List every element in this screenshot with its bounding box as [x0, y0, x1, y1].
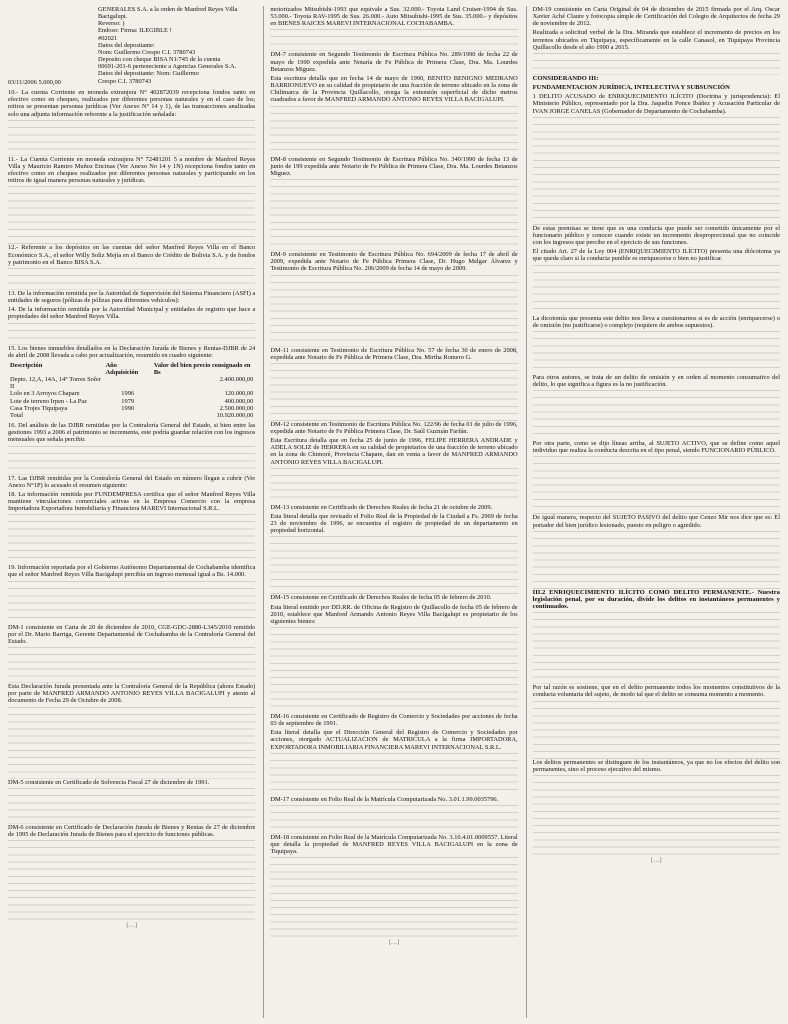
paragraph: Esta escritura detalla que en fecha 14 de mayo de 1990, BENITO BENIGNO MEDRANO BARRIONUEVO en su calidad de propietario de una fracción de terreno ubicado en la zona de Chilimarca de la Provincia Quillacollo, otorga la extensión superficial de dicho metros cuadrados a favor de MANFRED ARMANDO ANTONIO REYES VILLA BACIGALUPI. — [270, 74, 518, 104]
paragraph: De igual manera, respecto del SUJETO PASIVO del delito que Cenzo Mir nos dice que es: El portador del bien jurídico lesionado, puesto en peligro o agredido. — [532, 514, 780, 529]
asset-value: 10.920.000,00 — [216, 411, 254, 419]
text-lines — [533, 390, 780, 440]
text-lines — [533, 265, 780, 315]
paragraph: DM-7 consistente en Segundo Testimonio de Escritura Pública No. 289/1990 de fecha 22 de mayo de 1990 expedida ante Notaría de Fe Pública de Primera Clase, Dra. Ma. Lourdes Betanzos Miguez. — [270, 51, 518, 73]
asset-desc: Lote de terreno Irpen - La Paz — [10, 397, 88, 405]
text-lines — [270, 805, 517, 834]
asset-year — [104, 376, 152, 390]
paragraph: DM-17 consistente en Folio Real de la Matrícula Computarizada No. 3.01.1.99.0035796. — [270, 795, 499, 803]
text-lines — [270, 857, 517, 937]
deposit-line: Crespo C.I. 3780743 — [98, 77, 152, 85]
deposit-line: Datos del depositante: — [98, 41, 155, 49]
asset-value: 400.000,00 — [224, 397, 254, 405]
paragraph: DM-18 consistente en Folio Real de la Matrícula Computarizada No. 3.10.4.01.0009557. Literal que detalla la propiedad de MANFRED REYES VILLA BACIGALUPI en la zona de Tiquipaya. — [270, 833, 518, 856]
paragraph: De estas premisas se tiene que es una conducta que puede ser cometido únicamente por el funcionario público y conocer cuando existe un incremento desproporcional que no coincide con los ingresos que percibe en el ejercicio de sus funciones. — [532, 224, 780, 247]
paragraph: DM-15 consistente en Certificado de Derechos Reales de fecha 05 de febrero de 2010. — [270, 594, 492, 602]
table-header-row — [8, 362, 255, 376]
text-lines — [270, 275, 517, 347]
table-row — [8, 398, 255, 405]
text-lines — [533, 456, 780, 514]
paragraph: 19. Información reportada por el Gobierno Autónomo Departamental de Cochabamba identifica que el señor Manfred Reyes Villa Bacigalupi percibía un ingreso mensual igual a Bs. 14.000. — [8, 564, 256, 579]
text-lines — [533, 775, 780, 855]
column-header: Valor del bien precio consignado en Bs — [153, 361, 251, 376]
paragraph: El citado Art. 27 de la Ley 004 (ENRIQUECIMIENTO ILÍCITO) presenta una diócotoma ya que queda claro si la conducta punible es enriquecerse o bien no justificar. — [532, 248, 780, 263]
paragraph: Esta Declaración Jurada presentada ante la Contraloría General de la República (ahora Estado) por parte de MANFRED ARMANDO ANTONIO REYES VILLA BACIGALUPI y atento al documento de Fecha 29 de Octubre de 2008. — [8, 683, 256, 705]
paragraph: DM-1 consistente en Carta de 20 de diciembre de 2010, CGE-GDC-2880-L345/2010 remitido por el Dr. Mario Barriga, Gerente Departamental de Cochabamba de la Contraloría General del Estado. — [8, 623, 256, 645]
paragraph: 18. La información remitida por FUNDEMPRESA certifica que el señor Manfred Reyes Villa mantiene vinculaciones comerciales activas en la Empresa Comercio con la empresa Importadora Exportadora Inmobiliaria y Financiera MAREVI Internacional S.R.L. — [8, 490, 256, 513]
asset-desc: Casa Trojes Tiquipaya — [10, 404, 68, 412]
section-heading: CONSIDERANDO III: — [532, 74, 599, 82]
asset-desc: Depto. 12,A, 14A, 14° Torres Sofer II — [10, 376, 101, 391]
text-lines — [8, 840, 255, 920]
text-lines — [270, 468, 517, 504]
paragraph: DM-8 consistente en Segundo Testimonio de Escritura Pública No. 340/1990 de fecha 13 de junio de 199 expedida ante Notario de Fe Pública de Primera Clase, Dra. Ma. Lourdes Betanzos Miguez. — [270, 155, 518, 177]
paragraph: 1 DELITO ACUSADO de ENRIQUECIMIENTO ILÍCITO (Doctrina y jurisprudencia): El Ministerio Público, representado por la Dra. Jaquelin Ponce Ibáñez y Acusación Particular de IVAN JORGE CANELAS (Gobernador de Departamento de Cochabamba). — [532, 93, 780, 115]
paragraph: DM-5 consistente en Certificado de Solvencia Fiscal 27 de diciembre de 1991. — [8, 778, 210, 786]
paragraph: DM-13 consistente en Certificado de Derechos Reales de fecha 21 de octubre de 2009. — [270, 503, 493, 511]
text-lines — [533, 117, 780, 225]
text-lines — [533, 531, 780, 589]
deposit-line: Reverso: ) — [98, 20, 125, 28]
table-row — [8, 390, 255, 397]
text-lines — [533, 53, 780, 75]
text-lines — [8, 268, 255, 290]
text-lines — [8, 120, 255, 156]
paragraph: Realizada a solicitud verbal de la Dra. Miranda que establece el incremento de precios en los terrenos ubicados en Tiquipaya, específicamente en la calle Canasol, en Tiquipaya Provincia Quillacollo desde el año 1990 a 2015. — [532, 29, 780, 51]
text-lines — [533, 612, 780, 684]
deposit-line: Datos del depositante: Nom: Guillermo — [98, 70, 199, 78]
paragraph: DM-12 consistente en Testimonio de Escritura Pública No. 122/96 de fecha 01 de julio de 1996, expedida ante Notario de Fe Pública Primera Clase, Dr. Saúl Guzmán Farfán. — [270, 420, 518, 435]
text-lines — [8, 446, 255, 475]
column-2 — [263, 6, 517, 1018]
text-lines — [8, 788, 255, 824]
paragraph: 12.- Referente a los depósitos en las cuentas del señor Manfred Reyes Villa en el Banco Económico S.A., el señor Willy Soliz Mejía en el Banco de Crédito de Bolivia S.A. y de fondos y patrimonio en el Banco BISA S.A. — [8, 244, 256, 266]
paragraph: 14. De la información remitida por la Autoridad Municipal y entidades de registro que hace a propiedades del señor Manfred Reyes Villa. — [8, 306, 256, 321]
text-lines — [8, 647, 255, 683]
deposit-line: Nom: Guillermo Crespo C.I. 3780743 — [98, 48, 196, 56]
deposit-date-amount: 03/11/2006 5.000,00 — [8, 79, 61, 86]
paragraph: DM-11 consistente en Testimonio de Escritura Pública No. 57 de fecha 30 de enero de 2008, expedida ante Notario de Fe Pública de Primera Clase, Dra. Mirtha Romero G. — [270, 346, 518, 361]
table-row — [8, 376, 255, 390]
paragraph: La dicotomía que presenta este delito nos lleva a cuestionarnos si es de acción (enriquecerse) o de omisión (no justificarse) o complejo (requiere de ambos supuestos). — [532, 314, 780, 329]
text-lines — [270, 29, 517, 51]
paragraph: 11.- La Cuenta Corriente en moneda extranjera N° 72481201 5 a nombre de Manfred Reyes Villa y Mauricio Ramiro Muñoz Encinas (Ver Anexo No 14 y 1N) recepciona fondos tanto en efectivo como en cheques realizados por diferentes personas naturales y participando en los retiros de igual manera personas naturales y jurídicas. — [8, 155, 256, 185]
paragraph: Por otra parte, como se dijo líneas arriba, al SUJETO ACTIVO, que se define como aquel individuo que realiza la conducta descrita en el tipo penal, siendo FUNCIONARIO PÚBLICO. — [532, 440, 780, 455]
deposit-line: 00691-201-6 perteneciente a Agencias Generales S.A. — [98, 63, 237, 71]
paragraph: 10.- La cuenta Corriente en moneda extranjera N° 402872039 recepciona fondos tanto en efectivo como en cheques, realizados por diferentes personas naturales y en el caso de los; retiros se presentan personas jurídicas (Ver Anexo N° 14 y 1), de las transacciones analizadas solo una adjunta información referente a la justificación señalada: — [8, 89, 256, 118]
paragraph: DM-6 consistente en Certificado de Declaración Jurada de Bienes y Rentas de 27 de diciembre de 1995 de Declaración Jurada de Bienes para el ejercicio de funciones públicas. — [8, 823, 256, 838]
paragraph: Para otros autores, se trata de un delito de omisión y en orden al momento consumativo del delito, lo que significa a figura es la no justificación. — [532, 373, 780, 388]
deposit-line: Endoso: Firma: ILEGIBLE ! — [98, 27, 172, 35]
text-lines — [270, 179, 517, 251]
asset-value: 2.400.000,00 — [219, 376, 254, 384]
paragraph: DM-19 consistente en Carta Original de 04 de diciembre de 2015 firmada por el Arq. Oscar Xavier Aché Claure y fotocopia simple de Certificación del Colegio de Arquitectos de fecha 29 de noviembre de 2012. — [532, 6, 780, 28]
paragraph: Esta literal emitido por DD.RR. de Oficina de Registro de Quillacollo de fecha 05 de febrero de 2010, establece que Manfred Armando Antonio Reyes Villa Bacigalupi es propietario de los siguientes bienes: — [270, 603, 518, 625]
text-lines — [8, 707, 255, 779]
asset-year: 1979 — [121, 397, 135, 405]
asset-value: 120.000,00 — [224, 390, 254, 398]
deposit-details — [98, 6, 255, 86]
text-lines — [8, 581, 255, 624]
paragraph: Por tal razón es sostiene, que en el delito permanente todos los momentos constitutivos de la conducta voluntaria del sujeto, de modo tal que el delito se consuma momento a momento. — [532, 684, 780, 699]
deposit-header — [8, 6, 255, 86]
asset-desc: Total — [10, 411, 24, 419]
column-header: Descripción — [10, 361, 43, 369]
omitted-text-marker: […] — [650, 856, 662, 864]
column-1 — [8, 6, 255, 1018]
asset-year: 1990 — [121, 404, 135, 412]
text-lines — [270, 536, 517, 594]
omitted-text-marker: […] — [388, 939, 400, 947]
column-3 — [526, 6, 780, 1018]
text-lines — [270, 627, 517, 713]
deposit-line: Deposito con cheque BISA N1/745 de la cuenta — [98, 56, 221, 64]
text-lines — [8, 186, 255, 244]
paragraph: motorizados Mitsubishi-1993 que equivale a Sus. 32.000.- Toyota Land Cruiser-1994 de Sus. 53.000.- Toyota RAV-1995 de Sus. 26.000.- Auto Mitsubishi-1995 de Sus. 35.000.- y depósitos en BIENES RAICES MAREVI INTERNACIONAL COCHABAMBA. — [270, 6, 518, 28]
deposit-line: #02021 — [98, 34, 118, 42]
paragraph: Esta literal detalla que revisado el Folio Real de la Propiedad de la Ciudad a Fs. 2969 de fecha 23 de noviembre de 1996, se encuentra el registro de propiedad de un departamento en propiedad horizontal. — [270, 512, 518, 535]
table-row — [8, 405, 255, 412]
text-lines — [533, 701, 780, 759]
paragraph: 13. De la información remitida por la Autoridad de Supervisión del Sistema Financiero (ASFI) a entidades de seguros (pólizas de pólizas para diferentes vehículos): — [8, 289, 256, 305]
section-heading: FUNDAMENTACION JURÍDICA, INTELECTIVA Y SUBSUNCIÓN — [532, 84, 730, 92]
table-row — [8, 412, 255, 419]
paragraph: 15. Los bienes inmuebles detallados en la Declaración Jurada de Bienes y Rentas-DJBR de 24 de abril de 2008 llevada a cabo por actualización, resumido en cuadro siguiente: — [8, 344, 256, 359]
paragraph: 16. Del análisis de las DJBR remitidas por la Contraloría General del Estado, si bien entre las gestiones 1993 a 2006 el patrimonio se incrementa, este podría guardar relación con los ingresos mensuales que señala percibir. — [8, 422, 256, 444]
text-lines — [270, 363, 517, 421]
deposit-line: Bacigalupi. — [98, 13, 128, 21]
text-lines — [270, 106, 517, 156]
asset-value: 2.500.000,00 — [219, 404, 254, 412]
omitted-text-marker: […] — [126, 922, 137, 930]
text-lines — [270, 753, 517, 796]
paragraph: 17. Las DJBR remitidas por la Contraloría General del Estado en número llegan a cubrir (Ver Anexo N°1P) lo acusado el resumen siguiente: — [8, 474, 256, 489]
paragraph: Los delitos permanentes se distinguen de los instantáneos, ya que no los efectos del delito son permanentes, sino el proceso ejecutivo del mismo. — [532, 758, 780, 773]
asset-desc: Lolo en 3 Arroyos Chapare — [10, 390, 80, 398]
column-header: Año Adquisición — [105, 361, 139, 376]
text-lines — [8, 323, 255, 345]
section-heading: III.2 ENRIQUECIMIENTO ILÍCITO COMO DELITO PERMANENTE.- Nuestra legislación penal, por su duración, divide los delitos en instantáneos permanentes y continuados. — [532, 588, 780, 611]
asset-table — [8, 362, 255, 419]
text-lines — [533, 331, 780, 374]
asset-year — [104, 412, 152, 419]
asset-year: 1996 — [121, 390, 135, 398]
paragraph: DM-9 consistente en Testimonio de Escritura Pública No. 694/2009 de fecha 17 de abril de 2009, expedida ante Notario de Fe Pública Primera Clase, Dr. Hugo Melgar Álvarez y Testimonio de Escritura Pública No. 206/2009 de fecha 14 de mayo de 2009. — [270, 251, 518, 273]
deposit-line: GENERALES S.A. a la orden de Manfred Reyes Villa — [98, 6, 238, 13]
paragraph: DM-16 consistente en Certificado de Registro de Comercio y Sociedades por acciones de fecha 03 de septiembre de 1991. — [270, 713, 518, 728]
paragraph: Esta literal detalla que el Dirección General del Registro de Comercio y Sociedades por acciones, otorgado ACTUALIZACION de MATRICULA a la firma IMPORTADORA, EXPORTADORA INMOBILIARIA FINANCIERA MAREVI INTERNACIONAL S.R.L. — [270, 729, 518, 751]
text-lines — [8, 514, 255, 564]
paragraph: Esta Escritura detalla que en fecha 25 de junio de 1996, FELIPE HERRERA ANDRADE y ADELA SOLIZ de HERRERA en su calidad de propietarios de una fracción de terreno ubicado en la zona de Chimoré, Provincia Chapare, dan en venta a favor de MANFRED ARMANDO ANTONIO REYES VILLA BACIGALUPI. — [270, 437, 518, 466]
